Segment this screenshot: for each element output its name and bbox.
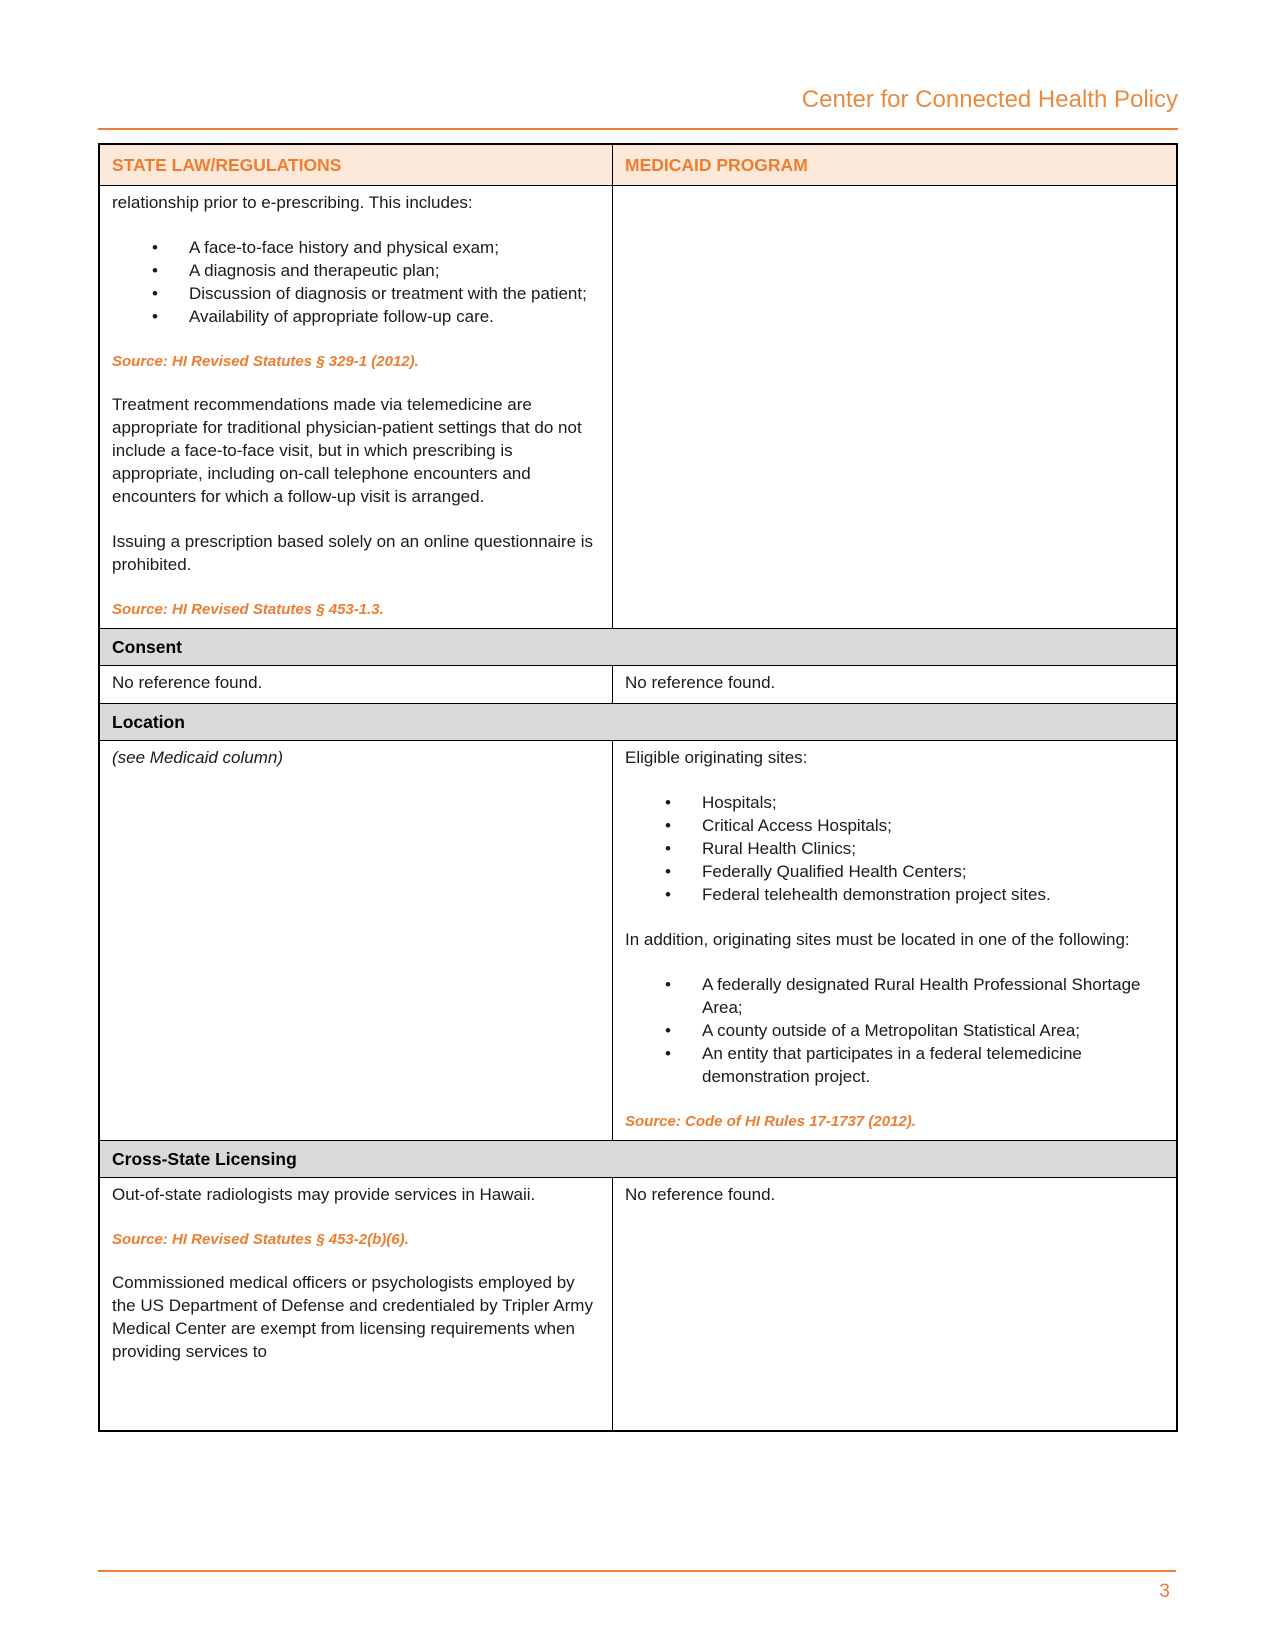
table-row: [100, 186, 1176, 629]
paragraph: No reference found.: [112, 673, 263, 692]
cell-state-law: [100, 741, 613, 1140]
bullet-item: • Federal telehealth demonstration project sites.: [665, 883, 1164, 906]
header-rule: [98, 128, 1178, 130]
bullet-item: • A county outside of a Metropolitan Statistical Area;: [665, 1019, 1164, 1042]
table-row: [100, 666, 1176, 704]
bullet-item: • Rural Health Clinics;: [665, 837, 1164, 860]
section-row-location: Location: [100, 704, 1176, 741]
table-row: [100, 1178, 1176, 1430]
bullet-item: • Discussion of diagnosis or treatment with the patient;: [152, 282, 600, 305]
table-body: [100, 186, 1176, 1430]
source-citation: Source: HI Revised Statutes § 329-1 (2012).: [112, 353, 419, 370]
bullet-item: • Federally Qualified Health Centers;: [665, 860, 1164, 883]
table-header-state-law: STATE LAW/REGULATIONS: [100, 145, 613, 185]
bullet-item: • Critical Access Hospitals;: [665, 814, 1164, 837]
comparison-table: [98, 143, 1178, 1432]
paragraph: No reference found.: [625, 1185, 776, 1204]
bullet-list: [665, 973, 1164, 1088]
section-row-consent: Consent: [100, 629, 1176, 666]
document-header-title: Center for Connected Health Policy: [801, 86, 1178, 113]
paragraph: In addition, originating sites must be located in one of the following:: [625, 930, 1130, 949]
bullet-item: • A federally designated Rural Health Professional Shortage Area;: [665, 973, 1164, 1019]
paragraph: relationship prior to e-prescribing. This includes:: [112, 193, 473, 212]
cell-medicaid: [613, 186, 1176, 628]
paragraph: Issuing a prescription based solely on an online questionnaire is prohibited.: [112, 532, 594, 574]
paragraph: Commissioned medical officers or psychologists employed by the US Department of Defense and credentialed by Tripler Army Medical Center are exempt from licensing requirements when providing services to: [112, 1273, 593, 1361]
bullet-item: • A diagnosis and therapeutic plan;: [152, 259, 600, 282]
bullet-item: • An entity that participates in a federal telemedicine demonstration project.: [665, 1042, 1164, 1088]
cell-medicaid: [613, 1178, 1176, 1430]
source-citation: Source: HI Revised Statutes § 453-1.3.: [112, 601, 384, 618]
paragraph: (see Medicaid column): [112, 748, 284, 767]
table-row: [100, 741, 1176, 1141]
table-header-medicaid: MEDICAID PROGRAM: [625, 155, 808, 175]
paragraph: Treatment recommendations made via telemedicine are appropriate for traditional physician-patient settings that do not include a face-to-face visit, but in which prescribing is appropriate, including on-call telephone encounters and encounters for which a follow-up visit is arranged.: [112, 395, 582, 506]
cell-state-law: [100, 666, 613, 703]
paragraph: Out-of-state radiologists may provide services in Hawaii.: [112, 1185, 536, 1204]
cell-medicaid: [613, 666, 1176, 703]
cell-state-law: [100, 186, 613, 628]
cell-state-law: [100, 1178, 613, 1430]
bullet-list: [152, 236, 600, 328]
cell-medicaid: [613, 741, 1176, 1140]
section-row-cross-state-licensing: Cross-State Licensing: [100, 1141, 1176, 1178]
source-citation: Source: Code of HI Rules 17-1737 (2012).: [625, 1113, 916, 1130]
paragraph: No reference found.: [625, 673, 776, 692]
footer-rule: [98, 1570, 1176, 1572]
table-header-row: [100, 145, 1176, 186]
bullet-item: • Hospitals;: [665, 791, 1164, 814]
source-citation: Source: HI Revised Statutes § 453-2(b)(6).: [112, 1231, 409, 1248]
paragraph: Eligible originating sites:: [625, 748, 808, 767]
bullet-item: • A face-to-face history and physical exam;: [152, 236, 600, 259]
page-number: 3: [1159, 1581, 1170, 1602]
bullet-item: • Availability of appropriate follow-up care.: [152, 305, 600, 328]
bullet-list: [665, 791, 1164, 906]
